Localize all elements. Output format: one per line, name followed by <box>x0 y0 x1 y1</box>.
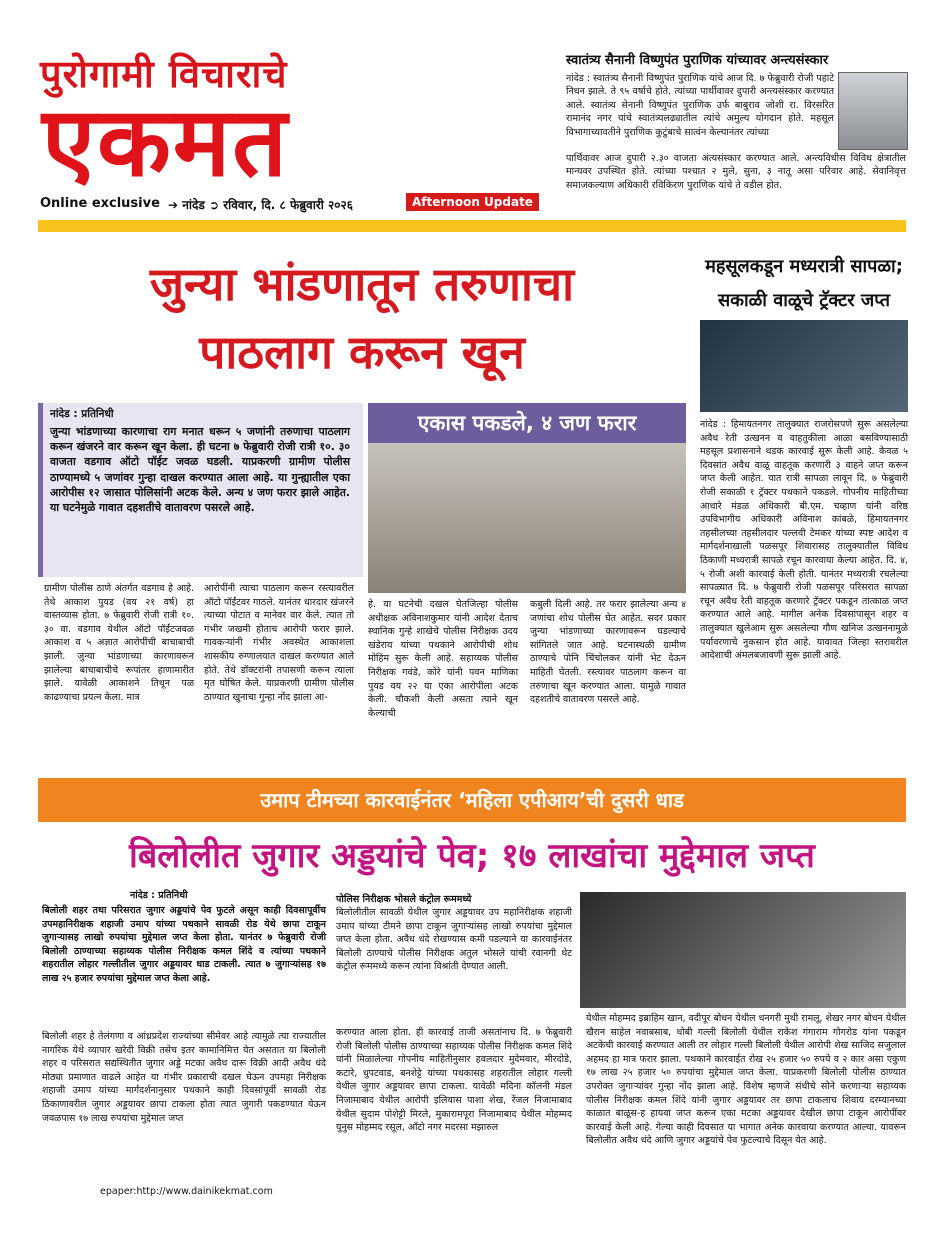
second-byline: नांदेड : प्रतिनिधी <box>130 890 188 901</box>
main-headline <box>38 250 686 386</box>
second-column-2: करण्यात आला होता. ही कारवाई ताजी असतांनाच दि. ७ फेब्रुवारी रोजी बिलोली पोलीस ठाण्याच्या सहाय्यक पोलीस निरीक्षक कमल शिंदे यांनी मिळालेल्या गोपनीय माहितीनुसार हवलदार मुदेमवार, मीरदोडे, कटारे, धुपटवाड, बनशेट्टे यांच्या पथकासह शहरातील लोहार गल्ली येथील जुगार अड्डयावर छापा टाकला. यावेळी मदिना कॉलनी मंडल निजामाबाद येथील आरोपी इलियास पाशा शेख, रेंजल निजामाबाद येथील सुदाम पोशेट्टी मिरले, मुकारामपूरा निजामाबाद येथील मोहम्मद युनुस मोहम्मद रसूल, आँटो नगर मदरसा मझारुल <box>336 1027 572 1134</box>
main-column-1: ग्रामीण पोलीस ठाणे अंतर्गत वडगाव हे आहे. तेथे आकाश पुयड (वय २१ वर्ष) हा वास्तव्यास होता. ७ फेब्रुवारी रोजी रात्री १०. ३० वा. वडगाव येथील ऑटो पॉईंटजवळ आकाश व ५ अज्ञात आरोपींची बाचाबाची झाली. जुन्या भांडणाच्या कारणावरून झालेल्या बाचाबाचीचे रूपांतर हाणामारीत झाले. यावेळी आकाशने तिथून पळ काढण्याचा प्रयत्न केला. मात्र <box>44 583 194 703</box>
section-divider-bar <box>38 220 906 232</box>
topright-headline: स्वातंत्र्य सैनानी विष्णुपंत पुराणिक यांच्यावर अन्त्यसंस्कार <box>566 53 829 68</box>
main-headline-line-1: जुन्या भांडणातून तरुणाचा <box>149 257 575 311</box>
portrait-photo <box>838 72 908 150</box>
tractor-photo <box>700 320 908 412</box>
second-column-1: बिलोली शहर हे तेलंगणा व आंध्रप्रदेश राज्यांच्या सीमेवर आहे त्यामुळे त्या राज्यातील नागरिक येथे व्यापार खरेदी विक्री तसेच इतर कामानिमित्त येत असतात या बिलोली शहर व परिसरात सद्यस्थितीत जुगार अड्डे मटका अवैध दारू विक्री आदी अवैध धंदे मोठ्या प्रमाणात वाढले आहेत या गंभीर प्रकाराची दखल घेऊन उपमहा निरीक्षक शहाजी उमाप यांच्या मार्गदर्शनानुसार पथकाने काही दिवसांपूर्वी सावळी रोड ठिकाणावरील जुगार अड्डयावर छापा टाकला होता त्यात जुगारी पकडण्यात येऊन जवळपास १७ लाख रुपयांचा मुद्देमाल जप्त <box>42 1031 326 1124</box>
side-headline-line-1: महसूलकडून मध्यरात्री सापळा; <box>705 256 903 277</box>
masthead-logo: एकमत <box>42 86 289 198</box>
side-article-body: नांदेड : हिमायतनगर तालुक्यात राजरोसपणे सुरू असलेल्या अवैध रेती उत्खनन व वाहतुकीला आळा बसविण्यासाठी महसूल प्रशासनाने धडक कारवाई सुरू केली आहे. केवळ ५ दिवसांत अवैध वाळू वाहतूक करणारी ३ वाहने जप्त करून जप्त केली आहेत. यात रात्री सापळा लावून दि. ७ फेब्रुवारी रोजी सकाळी १ ट्रॅक्टर पथकाने पकडले. गोपनीय माहितीच्या आधारे मंडळ अधिकारी बी.एम. चव्हाण यांनी वरिष्ठ उपविभागीय अधिकारी अविनाश कांबळे, हिमायतनगर तहसीलच्या तहसीलदार पल्लवी टेमकर यांच्या स्पष्ट आदेश व मार्गदर्शनाखाली पळसपूर शिवारासह तालुक्यातील विविध ठिकाणी मध्यरात्री सापळे रचून कारवाया केल्या आहेत. दि. ४, ५ रोजी अशी कारवाई केली होती. यानंतर मध्यरात्री रचलेल्या सापळ्यात दि. ७ फेब्रुवारी रोजी पळसपूर परिसरात सापळा रचून अवैध रेती वाहतूक करणारे ट्रॅक्टर पकडून तात्काळ जप्त करण्यात आले आहे. मागील अनेक दिवसांपासून शहर व तालुक्यात खुलेआम सुरू असलेल्या गौण खनिज उत्खननामुळे पर्यावरणाचे नुकसान होत आहे. यावावत जिल्हा स्तरावरील आदेशाची अंमलबजावणी सुरू झाली आहे. <box>700 419 908 662</box>
online-exclusive-label: Online exclusive <box>40 196 160 211</box>
main-headline-line-2: पाठलाग करून खून <box>199 325 525 379</box>
second-lead: बिलोली शहर तथा परिसरात जुगार अड्डयांचे पेव फुटले असून काही दिवसापूर्वीच उपमहानिरीक्षक शहाजी उमाप यांच्या पथकाने सावळी रोड येथे छापा टाकून जुगाऱ्यासह लाखो रुपयांचा मुद्देमाल जप्त केला होता. यानंतर ७ फेब्रुवारी रोजी बिलोली ठाण्याच्या सहाय्यक पोलीस निरीक्षक कमल शिंदे व त्यांच्या पथकाने शहरातील लोहार गल्लीतील जुगार अड्डयावर धाड टाकली. त्यात ७ जुगाऱ्यांसह १७ लाख २५ हजार रुपयांचा मुद्देमाल जप्त केला आहे. <box>42 905 326 984</box>
police-group-photo <box>368 443 686 593</box>
second-column-3: येथील मोहम्मद इब्राहिम खान, वदीपूर बोधन येथील धनगरी मुथी रामलू, शेखर नगर बोधन येथील खैरान साहेल नवाबसाब, धोबी गल्ली बिलोली येथील राकेश गंगाराम गोगरोड यांना पकडून अटकेची कारवाई करण्यात आली तर लोहार गल्ली बिलोली येथील आरोपी शेख साजिद सजुलाल अहमद हा मात्र फरार झाला. पथकाने कारवाईत रोख २५ हजार ५० रुपये व २ कार असा एकुण १७ लाख २५ हजार ५० रुपयांचा मुद्देमाल जप्त केला. याप्रकरणी बिलोली पोलीस ठाण्यात उपरोक्त जुगाऱ्यांवर गुन्हा नोंद झाला आहे. विशेष म्हणजे संधीचे सोने करणाऱ्या सहाय्यक पोलीस निरीक्षक कमल शिंदे यांनी जुगार अड्डयावर तर छापा टाकलाच शिवाय दरम्यानच्या काळात बाळूस-ह हायवा जप्त करून एका मटका अड्डयावर देखील छापा टाकून आरोपींवर कारवाई केली आहे. गेल्या काही दिवसात या भागात अनेक कारवाया करण्यात आल्या. यावरून बिलोलीत अवैध धंदे आणि जुगार अड्डयांचे पेव फुटल्याचे दिसून येत आहे. <box>586 1013 906 1147</box>
section-banner: उमाप टीमच्या कारवाईनंतर ‘महिला एपीआय’ची दुसरी धाड <box>38 778 906 822</box>
second-headline: बिलोलीत जुगार अड्डयांचे पेव; १७ लाखांचा मुद्देमाल जप्त <box>129 836 815 876</box>
lead-byline: नांदेड : प्रतिनिधी <box>50 408 114 420</box>
box-title: पोलिस निरीक्षक भोसले कंट्रोल रूममध्ये <box>336 894 472 905</box>
epaper-url: epaper:http://www.dainikekmat.com <box>100 1186 273 1197</box>
lead-paragraph: जुन्या भांडणाच्या कारणाचा राग मनात धरून ५ जणांनी तरुणाचा पाठलाग करून खंजरने वार करून खून केला. ही घटना ७ फेब्रुवारी रोजी रात्री १०. ३० वाजता वडगाव ऑटो पॉईट जवळ घडली. याप्रकरणी ग्रामीण पोलीस ठाण्यामध्ये ५ जणांवर गुन्हा दाखल करण्यात आला आहे. या गुन्ह्यातील एका आरोपीस १२ जासात पोलिसांनी अटक केले. अन्य ४ जण फरार झाले आहेत. या घटनेमुळे गावात दहशतीचे वातावरण पसरले आहे. <box>50 425 350 515</box>
topright-body-2: पार्थिवावर आज दुपारी २.३० वाजता अंत्यसंस्कार करण्यात आले. अन्त्यविधीस विविध क्षेत्रातील मान्यवर उपस्थित होते. त्यांच्या पश्चात २ मुले, सुना, ३ नातू असा परिवार आहे. सेवानिवृत्त समाजकल्याण अधिकारी रविकिरण पुराणिक यांचे ते वडील होत. <box>566 153 906 191</box>
topright-body-1: नांदेड : स्वातंत्र्य सैनानी विष्णुपंत पुराणिक यांचे आज दि. ७ फेब्रुवारी रोजी पहाटे निधन झाले. ते ९५ वर्षाचे होते. त्यांच्या पार्थीवावर दुपारी अन्त्यसंस्कार करण्यात आले. स्वातंत्र्य सेनानी विष्णुपंत पुराणिक उर्फ बाबुराव जोशी रा. विरसरित रामानंद नगर यांचे स्वातंत्र्यलढ्यातील त्यांचे अमुल्य योगदान होते. महसूल विभागाच्यावतीने पुराणिक कुटुंबाचे सात्वंन केल्यानंतर त्यांच्या <box>566 73 834 138</box>
playing-cards-photo <box>580 892 906 1008</box>
subheading-banner: एकास पकडले, ४ जण फरार <box>368 403 686 443</box>
main-column-3: हे. या घटनेची दखल घेतजिल्हा पोलीस अधीक्षक अविनाशकुमार यांनी आदेश देताच स्थानिक गुन्हे शाखेचे पोलीस निरीक्षक उदय खंडेराय यांच्या पथकाने आरोपीची शोध मोहिम सुरू केली आहे. सहाय्यक पोलीस निरीक्षक गवंडे, कोरे यांनी पवन माणिका पुयड वय २२ या एका आरोपीला अटक केली. चौकशी केली असता त्याने खून केल्याची <box>368 599 518 719</box>
dateline: ➔ नांदेड ➲ रविवार, दि. ८ फेब्रुवारी २०२६ <box>168 198 353 212</box>
afternoon-update-badge: Afternoon Update <box>406 193 539 211</box>
side-headline-line-2: सकाळी वाळूचे ट्रॅक्टर जप्त <box>717 290 891 311</box>
main-column-2: आरोपींनी त्याचा पाठलाग करून रस्त्यावरील ऑटो पॉईंटवर गाठले. यानंतर धारदार खंजरने त्याच्या पोटात व मानेवर वार केले. त्यात तो गंभीर जखमी होताच आरोपी फरार झाले. गावकऱ्यांनी गंभीर अवस्थेत आकाशला शासकीय रुग्णालयात दाखल करण्यात आले होते. तेथे डॉक्टरांनी तपासणी करून त्याला मृत घोषित केले. याप्रकरणी ग्रामीण पोलीस ठाण्यात खुनाचा गुन्हा नोंद झाला आ- <box>204 583 354 703</box>
main-column-4: कबुली दिली आहे. तर फरार झालेल्या अन्य ४ जणांचा शोध पोलीस घेत आहेत. सदर प्रकार जुन्या भांडणाच्या कारणावरून घडल्याचे सांगितले जात आहे. घटनास्थळी ग्रामीण ठाण्याचे पोनि चिंचोलकर यांनी भेट देऊन माहिती घेतली. रस्त्यावर पाठलाग करून वा तरुणाचा खून करण्यात आला. यामुळे गावात दहशतीचे वातावरण पसरले आहे. <box>530 599 686 706</box>
side-headline <box>700 250 908 318</box>
masthead-tagline: पुरोगामी विचाराचे <box>40 52 288 96</box>
box-body: बिलोलीतील सावळी येथील जुगार अड्डयावर उप महानिरीक्षक शहाजी उमाप यांच्या टीमने छापा टाकून जुगाऱ्यांसह लाखो रुपयांचा मुद्देमाल जप्त केला होता. अवैध धंदे रोखण्यास कमी पडल्याने या कारवाईनंतर बिलोली ठाण्याचे पोलीस निरीक्षक अतुल भोसले यांची रवानगी थेट कंट्रोल रूममध्ये करून त्यांना विश्रांती देण्यात आली. <box>336 907 572 973</box>
